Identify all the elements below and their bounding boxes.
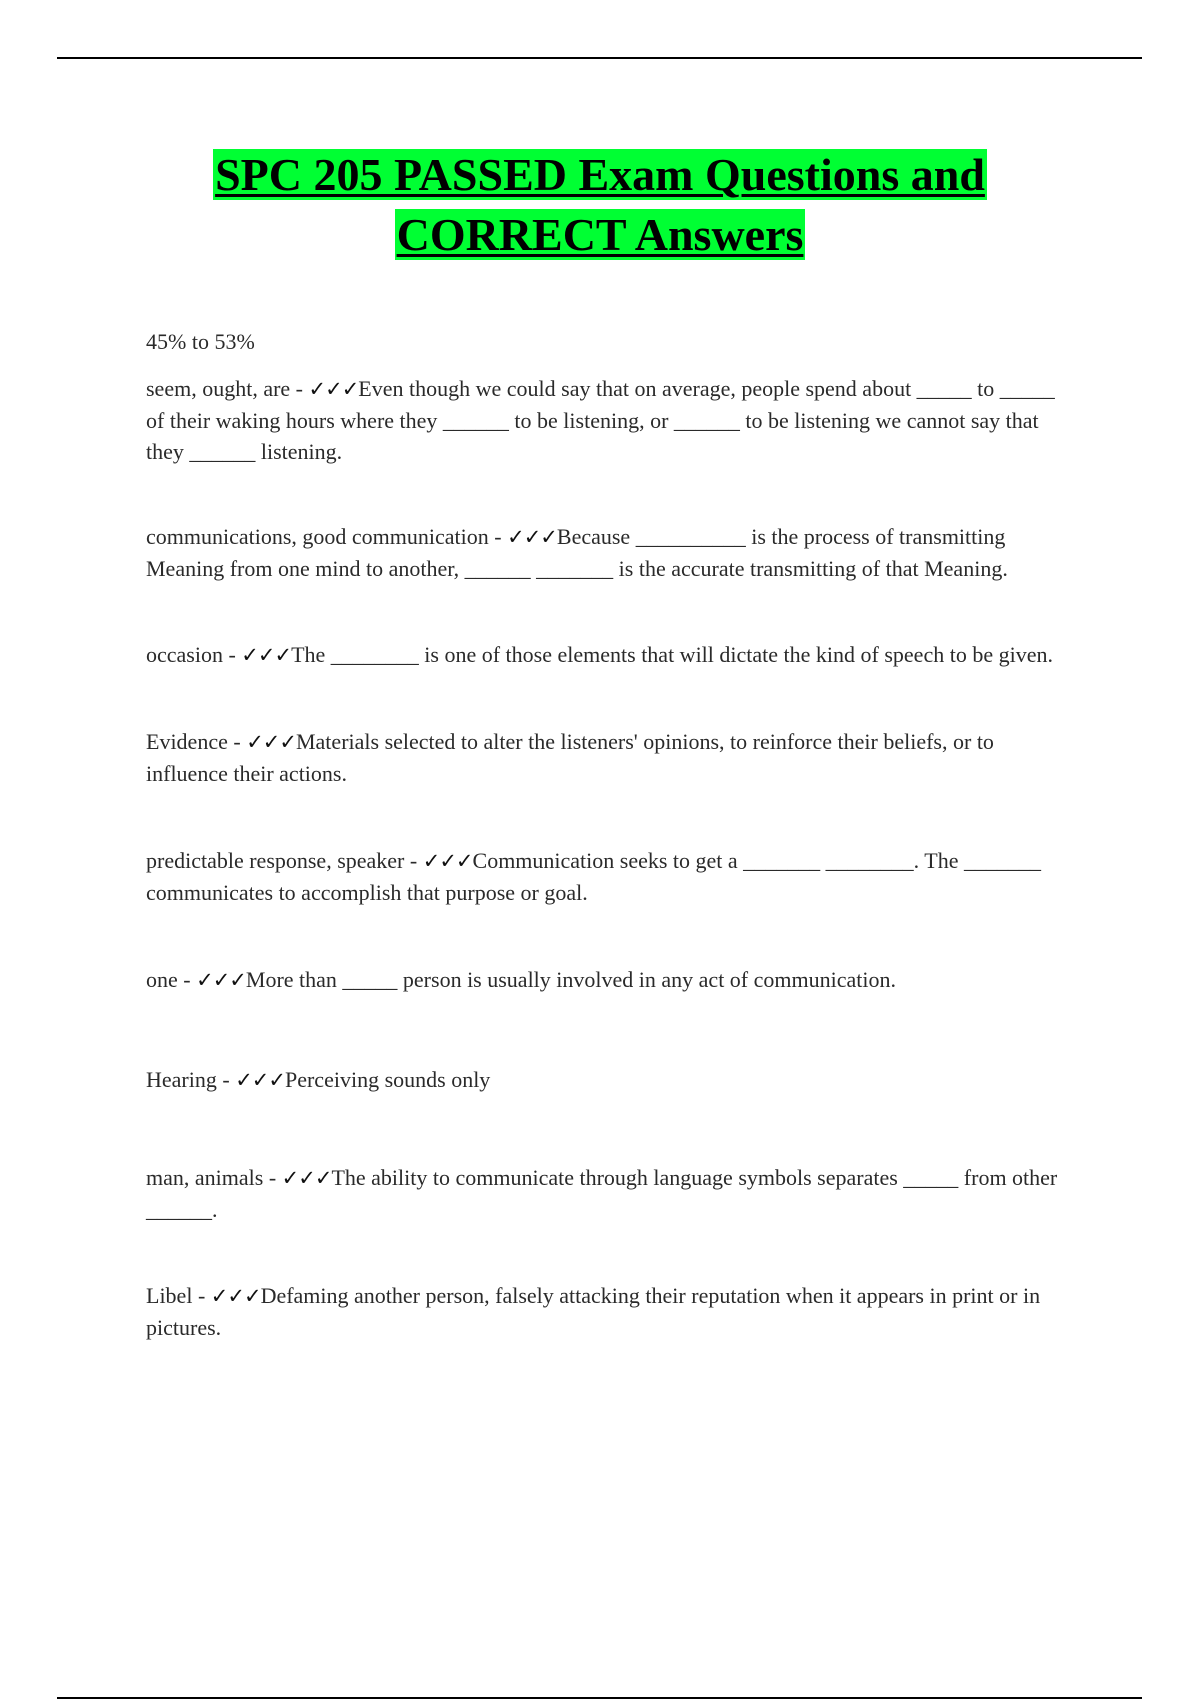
bottom-rule	[57, 1697, 1142, 1699]
qa-answer: Hearing	[146, 1067, 217, 1092]
document-body	[146, 326, 1061, 1343]
qa-question: Because __________ is the process of transmitting Meaning from one mind to another, ______ _______ is the accurate transmitting of that Meaning.	[146, 524, 1008, 581]
qa-question: The ________ is one of those elements that will dictate the kind of speech to be given.	[291, 642, 1053, 667]
score-range: 45% to 53%	[146, 329, 255, 354]
check-icon: ✓✓✓	[422, 849, 473, 873]
qa-answer: seem, ought, are	[146, 376, 291, 401]
qa-question: Communication seeks to get a _______ ________. The _______ communicates to accomplish that purpose or goal.	[146, 848, 1041, 905]
qa-question: Defaming another person, falsely attacking their reputation when it appears in print or in pictures.	[146, 1283, 1041, 1340]
qa-question: Perceiving sounds only	[284, 1067, 491, 1092]
qa-separator: -	[227, 729, 247, 754]
qa-item	[146, 726, 1061, 789]
title-line-2	[0, 205, 1200, 265]
qa-answer: predictable response, speaker	[146, 848, 405, 873]
qa-item	[146, 639, 1061, 671]
qa-item	[146, 521, 1061, 584]
qa-answer: man, animals	[146, 1165, 264, 1190]
qa-answer: occasion	[146, 642, 223, 667]
qa-item	[146, 964, 1061, 996]
check-icon: ✓✓✓	[196, 968, 246, 992]
check-icon: ✓✓✓	[246, 730, 296, 754]
qa-question: The ability to communicate through language symbols separates _____ from other ______.	[146, 1165, 1058, 1222]
qa-answer: one	[146, 967, 178, 992]
check-icon: ✓✓✓	[235, 1068, 285, 1092]
title-line-2-text: CORRECT Answers	[396, 209, 804, 260]
qa-question: Even though we could say that on average, people spend about _____ to _____ of their waking hours where they ______ to be listening, or ______ to be listening we cannot say that they ______ listening.	[146, 376, 1055, 464]
qa-item	[146, 1280, 1061, 1343]
check-icon: ✓✓✓	[507, 525, 557, 549]
check-icon: ✓✓✓	[241, 643, 292, 667]
qa-answer: Evidence	[146, 729, 228, 754]
qa-separator: -	[216, 1067, 236, 1092]
qa-answer: Libel	[146, 1283, 193, 1308]
check-icon: ✓✓✓	[308, 377, 359, 401]
qa-separator: -	[263, 1165, 282, 1190]
top-rule	[57, 57, 1142, 59]
qa-separator: -	[488, 524, 508, 549]
title-line-1-text: SPC 205 PASSED Exam Questions and	[215, 149, 985, 200]
qa-item	[146, 1162, 1061, 1225]
qa-question: More than _____ person is usually involved in any act of communication.	[245, 967, 896, 992]
qa-item	[146, 845, 1061, 908]
check-icon: ✓✓✓	[281, 1166, 332, 1190]
qa-item	[146, 1064, 1061, 1096]
document-title	[0, 145, 1200, 265]
qa-separator: -	[404, 848, 423, 873]
qa-separator: -	[192, 1283, 211, 1308]
qa-separator: -	[222, 642, 242, 667]
title-line-1	[0, 145, 1200, 205]
qa-item	[146, 373, 1061, 467]
check-icon: ✓✓✓	[210, 1284, 261, 1308]
qa-separator: -	[290, 376, 309, 401]
qa-question: Materials selected to alter the listeners' opinions, to reinforce their beliefs, or to influence their actions.	[146, 729, 994, 786]
qa-separator: -	[177, 967, 197, 992]
qa-answer: communications, good communication	[146, 524, 489, 549]
